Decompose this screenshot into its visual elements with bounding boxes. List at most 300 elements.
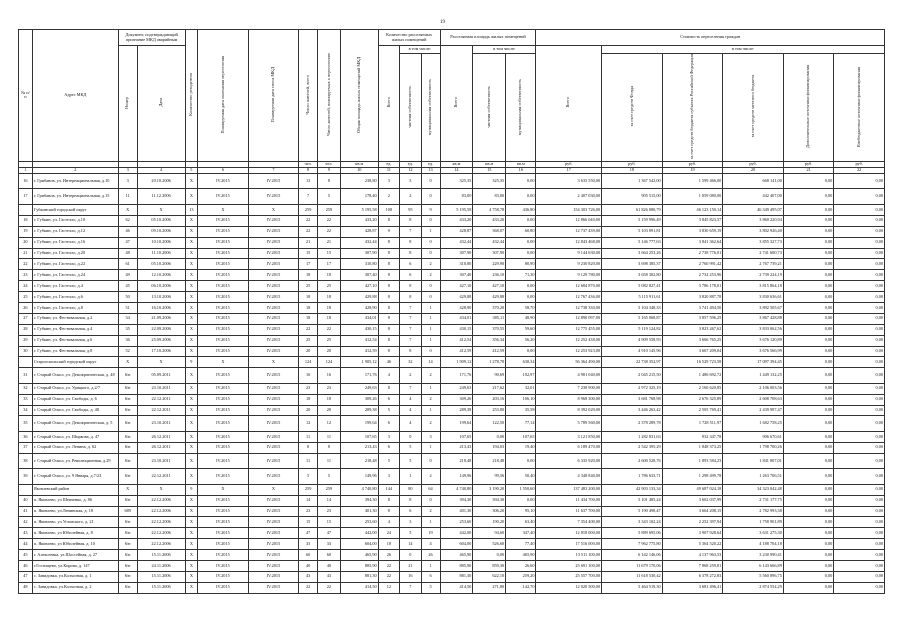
table-cell: 21.09.2006 xyxy=(137,313,185,324)
table-cell: 22.12.2006 xyxy=(137,539,185,550)
table-cell: 7 xyxy=(400,313,421,324)
table-cell: 0,00 xyxy=(506,237,536,248)
table-cell: 6/н xyxy=(118,495,137,506)
table-cell: 18 xyxy=(318,394,341,405)
table-cell: 8 xyxy=(378,335,399,346)
table-cell: 906 670,61 xyxy=(723,431,784,442)
table-row xyxy=(19,571,885,582)
table-cell: 2 608 708,63 xyxy=(723,394,784,405)
table-cell: 306,20 xyxy=(473,506,506,517)
table-cell: 3 676 566,99 xyxy=(723,346,784,357)
table-cell: 5 119 124,82 xyxy=(602,324,663,335)
table-cell: 3 446 263,42 xyxy=(602,405,663,416)
table-cell: 5 082 827,41 xyxy=(602,281,663,292)
table-cell: 2 160 620,85 xyxy=(662,383,723,394)
table-cell: 44 xyxy=(19,539,33,550)
table-cell: 20 xyxy=(318,405,341,416)
table-cell: 432,44 xyxy=(340,237,378,248)
table-cell: 11 xyxy=(318,431,341,442)
table-cell: IV.2015 xyxy=(248,215,298,226)
table-cell: IV.2015 xyxy=(198,571,248,582)
table-cell: 8 xyxy=(400,215,421,226)
table-cell: 307,90 xyxy=(473,248,506,259)
table-cell: IV.2015 xyxy=(198,431,248,442)
table-cell: 1 786 633,71 xyxy=(602,469,663,485)
table-cell: 14 xyxy=(400,539,421,550)
table-cell: 50 xyxy=(118,292,137,303)
table-cell: 6/н xyxy=(118,539,137,550)
table-cell: 429,88 xyxy=(473,292,506,303)
table-cell: 09.10.2006 xyxy=(137,226,185,237)
table-cell: 171,76 xyxy=(440,368,473,384)
table-cell: 18 xyxy=(318,313,341,324)
table-cell: 6/н xyxy=(118,442,137,453)
table-cell: X xyxy=(185,495,198,506)
table-cell: 0 xyxy=(400,431,421,442)
table-cell: 3 892 505,67 xyxy=(723,302,784,313)
unit-cell: чел. xyxy=(299,161,318,167)
table-cell: 11.12.2006 xyxy=(137,189,185,205)
table-cell: 689 xyxy=(118,506,137,517)
table-cell: 1 486 692,72 xyxy=(662,368,723,384)
table-cell: 11 xyxy=(318,453,341,469)
table-cell: 3 667 209,04 xyxy=(662,346,723,357)
table-cell: 249,63 xyxy=(340,383,378,394)
table-cell: 106,10 xyxy=(506,394,536,405)
table-cell: 0,00 xyxy=(834,335,885,346)
table-cell: IV.2015 xyxy=(198,189,248,205)
table-cell: 4 910 145,96 xyxy=(602,346,663,357)
table-cell: 22 738 352,97 xyxy=(602,357,663,368)
table-cell: 29 xyxy=(19,335,33,346)
header-cost-all: Всего xyxy=(536,46,602,162)
table-cell: 12 775 455,00 xyxy=(536,324,602,335)
table-cell: 604,00 xyxy=(340,539,378,550)
table-cell: 5 115 911,61 xyxy=(602,292,663,303)
table-cell: 370,55 xyxy=(473,324,506,335)
table-cell: 9 xyxy=(185,484,198,495)
table-cell: IV.2015 xyxy=(198,528,248,539)
table-cell: 6 xyxy=(421,571,440,582)
table-cell: 13 511 100,00 xyxy=(536,550,602,561)
table-cell: X xyxy=(185,259,198,270)
table-row xyxy=(19,506,885,517)
table-cell: 2 972 325,19 xyxy=(602,383,663,394)
table-cell: 12 737 439,00 xyxy=(536,226,602,237)
table-cell: 8 xyxy=(378,292,399,303)
table-cell: 2 874 554,29 xyxy=(723,582,784,593)
table-cell: IV.2015 xyxy=(198,506,248,517)
table-cell: 3 121 850,00 xyxy=(536,431,602,442)
table-cell: IV.2015 xyxy=(198,346,248,357)
table-cell: 309,26 xyxy=(440,394,473,405)
table-cell: 06.10.2006 xyxy=(137,281,185,292)
table-cell: 0,00 xyxy=(473,431,506,442)
column-number-cell: 3 xyxy=(118,167,137,173)
table-cell: 8 xyxy=(378,506,399,517)
table-cell: 22 xyxy=(318,582,341,593)
table-cell: 5 xyxy=(400,528,421,539)
table-cell: 368,07 xyxy=(473,226,506,237)
table-cell: 0 xyxy=(421,281,440,292)
table-cell: 22 xyxy=(299,582,318,593)
table-cell: 16.10.2006 xyxy=(137,302,185,313)
table-cell: 5 xyxy=(299,469,318,485)
table-row xyxy=(19,237,885,248)
table-cell: 238,80 xyxy=(340,173,378,189)
table-cell: 3 841 362,64 xyxy=(662,237,723,248)
header-cost-fund: за счет средств Фонда xyxy=(602,54,663,162)
table-cell: 22.12.2011 xyxy=(137,405,185,416)
table-cell: 149,96 xyxy=(440,469,473,485)
unit-cell: кв.м xyxy=(340,161,378,167)
address-cell: г. Старый Оскол, ул. Урицкого, д.2/7 xyxy=(32,383,118,394)
table-cell: 0,00 xyxy=(783,302,833,313)
table-cell: X xyxy=(185,506,198,517)
table-cell: 0,00 xyxy=(834,292,885,303)
table-cell: 0,00 xyxy=(834,173,885,189)
address-cell: п. Яковлево, ул Юбилейная, д. 8 xyxy=(32,528,118,539)
table-cell: 47 xyxy=(19,571,33,582)
table-cell: 23.10.2011 xyxy=(137,383,185,394)
table-cell: 5 xyxy=(318,469,341,485)
table-cell: 108 xyxy=(378,204,399,215)
table-cell: 307,90 xyxy=(440,248,473,259)
column-number-cell: 6 xyxy=(198,167,248,173)
table-cell: IV.2015 xyxy=(248,431,298,442)
table-cell: 3 631 275,30 xyxy=(723,528,784,539)
table-cell: 2 xyxy=(421,416,440,432)
table-cell: 0,00 xyxy=(783,237,833,248)
table-cell: 0,00 xyxy=(834,346,885,357)
header-doc-date: Дата xyxy=(137,46,185,162)
table-row xyxy=(19,226,885,237)
address-cell: с. Завидовка, ул.Колхозная, д. 1 xyxy=(32,571,118,582)
table-cell: 5 103 891,81 xyxy=(602,226,663,237)
table-cell: 4 xyxy=(378,517,399,528)
table-cell: 3 786 178,01 xyxy=(662,281,723,292)
table-cell: X xyxy=(185,469,198,485)
table-cell: 3 666 765,25 xyxy=(662,335,723,346)
table-cell: 1 xyxy=(421,517,440,528)
table-cell: 429,88 xyxy=(340,292,378,303)
table-cell: 1 xyxy=(421,442,440,453)
table-cell: 885,90 xyxy=(440,561,473,572)
table-cell: 0,00 xyxy=(834,528,885,539)
table-cell: 3 833 062,56 xyxy=(723,324,784,335)
address-cell: Губкинский городской округ xyxy=(32,204,118,215)
table-cell: 3 xyxy=(378,173,399,189)
table-cell: 2 xyxy=(421,259,440,270)
table-cell: 3 845 823,57 xyxy=(662,215,723,226)
table-cell: 99,56 xyxy=(473,469,506,485)
table-cell: 0 xyxy=(421,237,440,248)
table-cell: IV.2015 xyxy=(198,550,248,561)
table-cell: 213,43 xyxy=(440,442,473,453)
table-cell: 77,40 xyxy=(506,539,536,550)
header-residents-plan: Число жителей, планируемых к переселению xyxy=(318,30,341,162)
column-number-cell: 7 xyxy=(248,167,298,173)
table-cell: 3 664 253,26 xyxy=(602,248,663,259)
column-number-cell: 20 xyxy=(723,167,784,173)
unit-cell: кв.м xyxy=(473,161,506,167)
table-cell: 0,00 xyxy=(834,281,885,292)
table-cell: 6/н xyxy=(118,453,137,469)
address-cell: г. Старый Оскол, ул. 9 Января, д.7/23 xyxy=(32,469,118,485)
table-cell: 0,00 xyxy=(834,561,885,572)
table-cell: 12 020 500,00 xyxy=(536,582,602,593)
address-cell: г. Губкин, ул. Гастелло, д.16 xyxy=(32,237,118,248)
table-cell: 0,00 xyxy=(506,453,536,469)
table-cell: 46 xyxy=(378,357,399,368)
table-cell: 43 xyxy=(318,571,341,582)
table-cell: X xyxy=(185,528,198,539)
table-cell: 19 xyxy=(421,528,440,539)
table-cell: 3 xyxy=(118,173,137,189)
table-cell: X xyxy=(185,582,198,593)
table-cell: 5 889 695,06 xyxy=(602,528,663,539)
table-cell: 25.09.2006 xyxy=(137,335,185,346)
table-cell: 7 xyxy=(400,582,421,593)
table-cell: IV.2015 xyxy=(198,173,248,189)
table-cell: 2 xyxy=(421,469,440,485)
table-cell: 46 xyxy=(19,561,33,572)
address-cell: п. Яковлево, ул Шевченко, д. 86 xyxy=(32,495,118,506)
table-cell: 46 123 150,14 xyxy=(662,204,723,215)
table-cell: 34 xyxy=(118,313,137,324)
table-cell: X xyxy=(185,431,198,442)
table-cell: 0,00 xyxy=(783,431,833,442)
table-cell: 1 xyxy=(421,561,440,572)
table-cell: 1 367 542,00 xyxy=(602,173,663,189)
table-cell: 6 xyxy=(400,270,421,281)
header-cost-subject: за счет средств бюджета субъекта Российской Федерации xyxy=(662,54,723,162)
table-cell: 1 282 831,63 xyxy=(602,431,663,442)
table-cell: 412,59 xyxy=(473,346,506,357)
table-cell: 307,90 xyxy=(340,248,378,259)
table-cell: 61 826 080,79 xyxy=(602,204,663,215)
table-cell: 5 560 896,75 xyxy=(723,571,784,582)
table-cell: 526,60 xyxy=(473,539,506,550)
table-row xyxy=(19,431,885,442)
table-cell: 16 529 723,58 xyxy=(662,357,723,368)
table-cell: 12 818 000,00 xyxy=(536,528,602,539)
table-cell: 25 xyxy=(318,335,341,346)
table-cell: 307,40 xyxy=(440,270,473,281)
unit-cell: руб. xyxy=(536,161,602,167)
table-cell: 0,00 xyxy=(783,582,833,593)
table-cell: 1 599 466,00 xyxy=(662,173,723,189)
table-cell: 124 xyxy=(299,357,318,368)
table-cell: 18 xyxy=(299,292,318,303)
table-cell: 8 xyxy=(400,495,421,506)
table-cell: IV.2015 xyxy=(198,270,248,281)
table-cell: 22 xyxy=(19,259,33,270)
table-cell: 434,01 xyxy=(340,313,378,324)
table-cell: 8 xyxy=(400,248,421,259)
table-cell: IV.2015 xyxy=(248,237,298,248)
header-residents-col: Количество резидентов xyxy=(185,30,198,162)
table-cell: 9 xyxy=(185,357,198,368)
table-cell: 0,00 xyxy=(783,259,833,270)
table-cell: 6 378 272,83 xyxy=(662,571,723,582)
table-cell: IV.2015 xyxy=(198,469,248,485)
table-cell: 881,30 xyxy=(440,571,473,582)
table-cell: 0,00 xyxy=(783,405,833,416)
table-cell: IV.2015 xyxy=(248,313,298,324)
table-cell: 13 xyxy=(185,204,198,215)
table-cell: 102,97 xyxy=(506,368,536,384)
table-cell: IV.2015 xyxy=(198,453,248,469)
table-cell: IV.2015 xyxy=(248,550,298,561)
table-cell: 12 866 040,00 xyxy=(536,215,602,226)
table-row xyxy=(19,495,885,506)
table-cell: 22.12.2006 xyxy=(137,495,185,506)
table-cell: IV.2015 xyxy=(198,495,248,506)
table-cell: 2 045 215,50 xyxy=(602,368,663,384)
table-cell: 6/н xyxy=(118,416,137,432)
table-cell: 3 741 494,50 xyxy=(662,302,723,313)
table-cell: 325,35 xyxy=(440,173,473,189)
table-cell: 199,64 xyxy=(340,416,378,432)
address-cell: г. Старый Оскол, ул. Демократическая, д. 48 xyxy=(32,368,118,384)
table-cell: 3 190,20 xyxy=(473,484,506,495)
table-cell: 46 349 495,07 xyxy=(723,204,784,215)
table-cell: 7 xyxy=(400,302,421,313)
table-cell: 50,40 xyxy=(506,469,536,485)
table-cell: 0,00 xyxy=(834,302,885,313)
table-cell: 0,00 xyxy=(834,189,885,205)
table-cell: 2 378 289,78 xyxy=(602,416,663,432)
table-cell: 1 449 132,25 xyxy=(723,368,784,384)
table-cell: IV.2015 xyxy=(198,302,248,313)
table-cell: 433,20 xyxy=(340,215,378,226)
unit-cell: ед. xyxy=(421,161,440,167)
table-cell: 6 xyxy=(378,394,399,405)
table-cell: 19,40 xyxy=(506,442,536,453)
header-cost-municipal: за счет средств местного бюджета xyxy=(723,54,784,162)
table-cell: 0,00 xyxy=(783,383,833,394)
table-cell: 190,20 xyxy=(473,517,506,528)
table-cell: 370,20 xyxy=(473,302,506,313)
table-cell: 18 xyxy=(318,292,341,303)
table-cell: 7 xyxy=(400,383,421,394)
table-cell: 48,90 xyxy=(506,313,536,324)
table-cell: 5 xyxy=(378,453,399,469)
table-cell: IV.2015 xyxy=(248,292,298,303)
table-cell: IV.2015 xyxy=(248,226,298,237)
table-cell: 442,00 xyxy=(440,528,473,539)
column-number-cell: 10 xyxy=(340,167,378,173)
table-cell: 16 xyxy=(19,173,33,189)
table-cell: IV.2015 xyxy=(198,561,248,572)
table-cell: 31 xyxy=(19,368,33,384)
table-row xyxy=(19,550,885,561)
table-cell: 21 xyxy=(19,248,33,259)
table-cell: IV.2015 xyxy=(198,226,248,237)
table-cell: 83,00 xyxy=(473,189,506,205)
table-cell: 885,90 xyxy=(340,561,378,572)
table-cell: 83,00 xyxy=(440,189,473,205)
table-cell: X xyxy=(185,335,198,346)
table-cell: 0,00 xyxy=(783,215,833,226)
table-cell: 20 xyxy=(318,346,341,357)
table-row xyxy=(19,259,885,270)
table-cell: 385,11 xyxy=(473,313,506,324)
table-cell: 60 xyxy=(299,550,318,561)
table-cell: 3 830 636,61 xyxy=(723,292,784,303)
header-plan-demolition: Планируемая дата сноса МКД xyxy=(248,30,298,162)
table-cell: 90,69 xyxy=(473,368,506,384)
table-cell xyxy=(19,357,33,368)
table-cell: 26.12.2011 xyxy=(137,431,185,442)
table-cell: 0 xyxy=(421,248,440,259)
table-cell: 11 xyxy=(299,453,318,469)
address-cell: г. Грибанов, ул. Интернациональная, д.10 xyxy=(32,173,118,189)
table-cell: 0,00 xyxy=(834,442,885,453)
table-cell: 6 142 146,06 xyxy=(602,550,663,561)
table-cell: X xyxy=(185,215,198,226)
address-cell: г. Старый Оскол, ул. Свободы, д. 6 xyxy=(32,394,118,405)
table-cell: 2 782 993,38 xyxy=(723,506,784,517)
table-cell: 12 xyxy=(318,416,341,432)
table-cell: 15.11.2006 xyxy=(137,582,185,593)
table-cell: 8 xyxy=(378,248,399,259)
table-cell: 59,60 xyxy=(506,324,536,335)
address-cell: Яковлевский район xyxy=(32,484,118,495)
table-cell: IV.2015 xyxy=(248,173,298,189)
column-number-cell: 21 xyxy=(783,167,833,173)
table-cell: 0,00 xyxy=(834,582,885,593)
table-cell: 3 xyxy=(378,469,399,485)
column-number-cell: 1 xyxy=(19,167,33,173)
table-cell: 18 xyxy=(318,270,341,281)
table-cell: IV.2015 xyxy=(248,248,298,259)
table-cell: X xyxy=(185,302,198,313)
table-cell: 6/н xyxy=(118,383,137,394)
header-doc-number: Номер xyxy=(118,46,137,162)
table-cell: 7 xyxy=(299,189,318,205)
header-area-total: Общая площадь жилых помещений МКД xyxy=(340,30,378,162)
table-cell: 8 xyxy=(378,281,399,292)
table-cell: 25 xyxy=(318,281,341,292)
table-cell: 0,00 xyxy=(834,550,885,561)
table-cell: 60 xyxy=(318,550,341,561)
table-cell: 289,38 xyxy=(440,405,473,416)
table-cell: 0,00 xyxy=(473,550,506,561)
table-cell: 433,20 xyxy=(473,215,506,226)
table-cell: 58,70 xyxy=(506,302,536,313)
table-cell: 42 xyxy=(19,517,33,528)
address-cell: г. Губкин, ул. Гастелло, д.10 xyxy=(32,215,118,226)
table-cell: 0,00 xyxy=(783,416,833,432)
table-cell: 932 347,78 xyxy=(662,431,723,442)
table-row xyxy=(19,313,885,324)
table-cell: 401,30 xyxy=(440,506,473,517)
table-cell: 0,00 xyxy=(834,431,885,442)
header-area-all: Всего xyxy=(440,46,473,162)
table-cell: 0 xyxy=(421,215,440,226)
table-cell: IV.2015 xyxy=(198,383,248,394)
column-number-cell: 5 xyxy=(185,167,198,173)
table-cell: 8 xyxy=(378,383,399,394)
table-cell: IV.2015 xyxy=(198,259,248,270)
table-cell: 11.10.2006 xyxy=(137,248,185,259)
table-cell: 430,15 xyxy=(340,324,378,335)
table-cell: 17 xyxy=(299,259,318,270)
table-cell: 18 xyxy=(299,270,318,281)
table-cell: 4 xyxy=(400,405,421,416)
